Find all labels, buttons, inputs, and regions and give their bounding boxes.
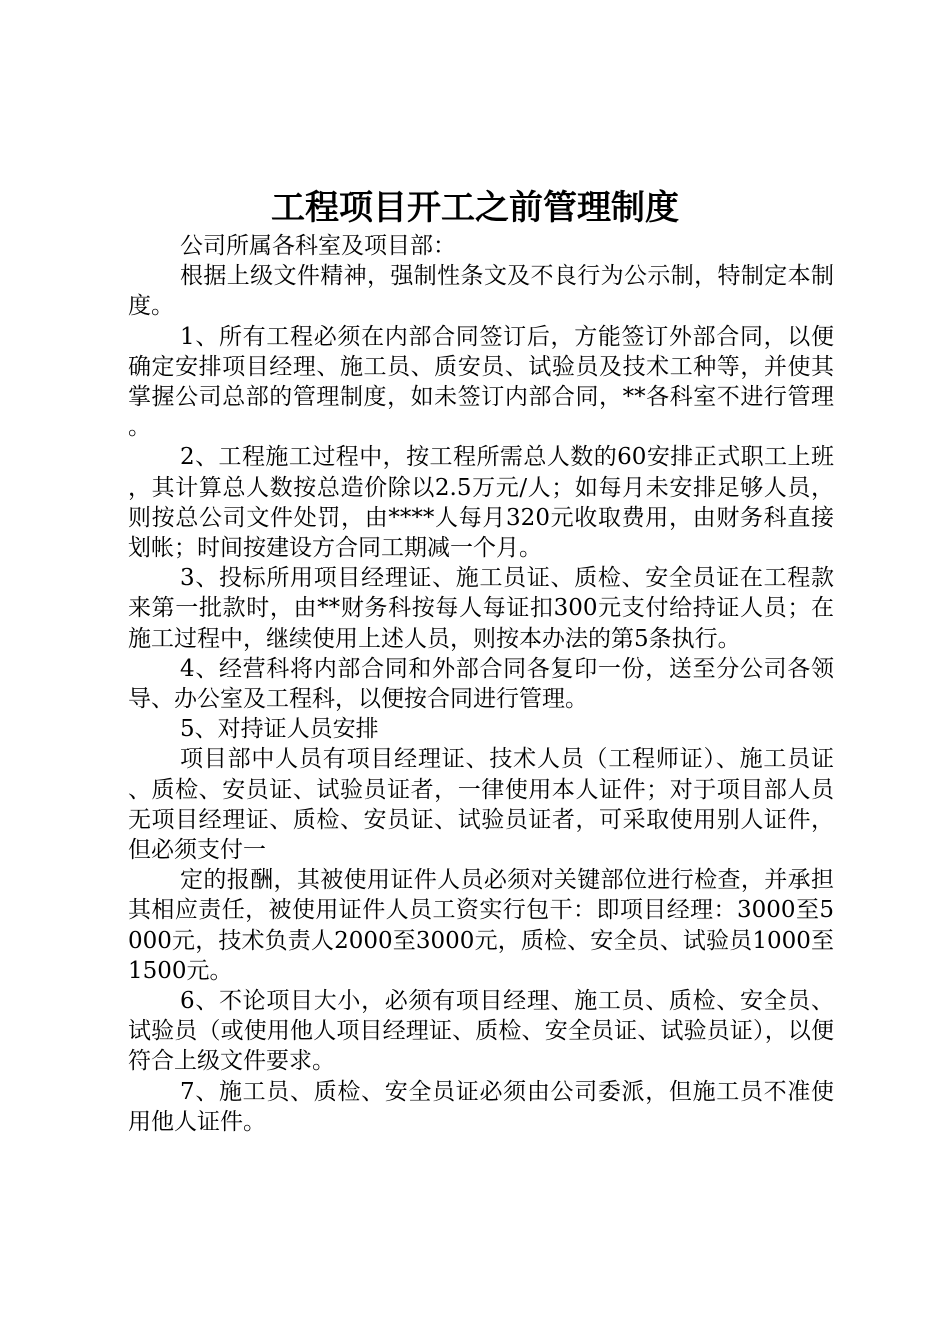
intro-paragraph: 根据上级文件精神，强制性条文及不良行为公示制，特制定本制度。 — [128, 263, 834, 320]
clause-5-body: 项目部中人员有项目经理证、技术人员（工程师证）、施工员证、质检、安员证、试验员证者，一律使用本人证件；对于项目部人员无项目经理证、质检、安员证、试验员证者，可采取使用别人证件，但必须支付一 — [128, 746, 834, 864]
clause-2: 2、工程施工过程中，按工程所需总人数的60安排正式职工上班，其计算总人数按总造价除以2.5万元/人；如每月未安排足够人员，则按总公司文件处罚，由****人每月320元收取费用，由财务科直接划帐；时间按建设方合同工期减一个月。 — [128, 444, 834, 562]
clause-3: 3、投标所用项目经理证、施工员证、质检、安全员证在工程款来第一批款时，由**财务科按每人每证扣300元支付给持证人员；在施工过程中，继续使用上述人员，则按本办法的第5条执行。 — [128, 565, 834, 652]
clause-5-heading: 5、对持证人员安排 — [180, 716, 379, 743]
salutation: 公司所属各科室及项目部： — [180, 233, 456, 259]
document-title: 工程项目开工之前管理制度 — [271, 188, 679, 228]
clause-1: 1、所有工程必须在内部合同签订后，方能签订外部合同，以便确定安排项目经理、施工员、质安员、试验员及技术工种等，并使其掌握公司总部的管理制度，如未签订内部合同，**各科室不进行管理。 — [128, 323, 834, 441]
clause-7: 7、施工员、质检、安全员证必须由公司委派，但施工员不准使用他人证件。 — [128, 1078, 834, 1135]
clause-6: 6、不论项目大小，必须有项目经理、施工员、质检、安全员、试验员（或使用他人项目经理证、质检、安全员证、试验员证），以便符合上级文件要求。 — [128, 988, 834, 1075]
clause-4: 4、经营科将内部合同和外部合同各复印一份，送至分公司各领导、办公室及工程科，以便按合同进行管理。 — [128, 655, 834, 713]
clause-5-continuation: 定的报酬，其被使用证件人员必须对关键部位进行检查，并承担其相应责任，被使用证件人员工资实行包干：即项目经理：3000至5000元，技术负责人2000至3000元，质检、安全员、试验员1000至1500元。 — [128, 867, 834, 984]
document-body — [128, 231, 834, 1137]
